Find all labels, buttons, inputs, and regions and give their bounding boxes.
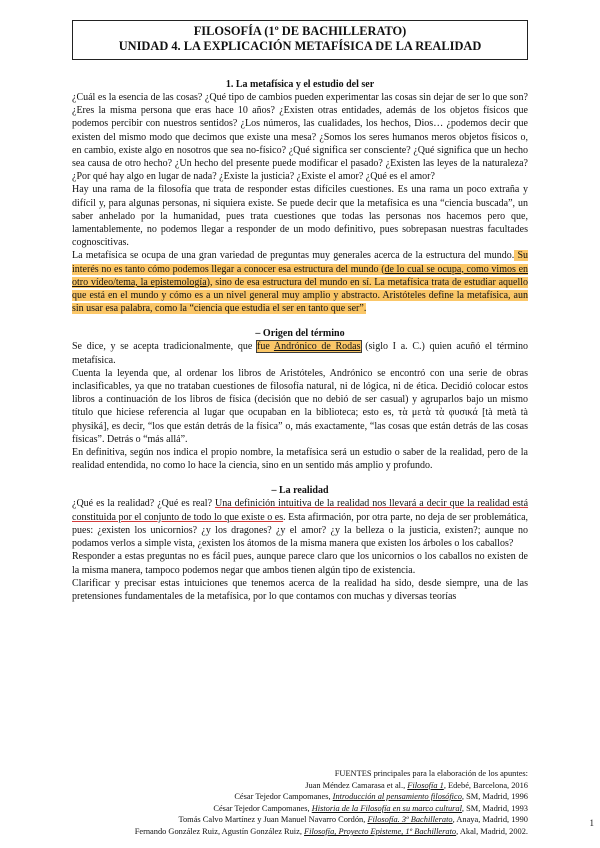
paragraph: Cuenta la leyenda que, al ordenar los libros de Aristóteles, Andrónico se encontró con una serie de obras inclasificables, ya que no trataban cuestiones de filosofía natural, ni de lógica, ni de ética. Decidió colocar estos libros a continuación de los libros de física (decisión que no debió de ser casual) y agruparlos bajo un mismo título que hiciese referencia al lugar que ocupaban en la biblioteca; esto es, τὰ μετὰ τὰ φυσικά [tà metà tà physiká], es decir, “los que están detrás de la física” o, más exactamente, “las cosas que están detrás de las cosas físicas”. Detrás o “más allá”. [72, 367, 528, 445]
section-title: – La realidad [271, 485, 329, 497]
underlined-text: de lo cual se ocupa, como vimos en otro vídeo/tema, la epistemología [72, 263, 529, 288]
unit-title: UNIDAD 4. LA EXPLICACIÓN METAFÍSICA DE LA REALIDAD [118, 39, 482, 53]
source-item: Tomás Calvo Martínez y Juan Manuel Navarro Cordón, Filosofía. 3º Bachillerato, Anaya, Madrid, 1990 [178, 815, 528, 825]
paragraph [72, 249, 528, 315]
section-title: – Origen del término [255, 328, 345, 340]
document-header [72, 20, 528, 60]
section-metaphysics [72, 79, 528, 315]
section-title: 1. La metafísica y el estudio del ser [225, 79, 375, 90]
source-item: César Tejedor Campomanes, Historia de la Filosofía en su marco cultural, SM, Madrid, 1993 [213, 803, 528, 813]
paragraph: Clarificar y precisar estas intuiciones que tenemos acerca de la realidad ha sido, desde siempre, una de las pretensiones fundamentales de la metafísica, por lo que contamos con muchas y diversas teorías [72, 577, 528, 602]
section-term-origin [72, 328, 528, 472]
paragraph: Se dice, y se acepta tradicionalmente, que fue Andrónico de Rodas (siglo I a. C.) quien acuñó el término metafísica. [72, 341, 529, 366]
paragraph: Hay una rama de la filosofía que trata de responder estas difíciles cuestiones. Es una rama un poco extraña y difícil y, para algunas personas, ni siquiera existe. Se puede decir que la metafísica es una “ciencia buscada”, un saber anhelado por la humanidad, pues trata cuestiones que todas las personas nos hacemos pero que, lamentablemente, no podemos llegar a responder de un modo definitivo, pues sobrepasan nuestras facultades cognoscitivas. [72, 184, 528, 249]
author-name: Andrónico de Rodas [273, 341, 361, 353]
paragraph: ¿Qué es la realidad? ¿Qué es real? Una definición intuitiva de la realidad nos llevará a decir que la realidad está constituida por el conjunto de todo lo que existe o es. Esta afirmación, por otra parte, no deja de ser problemática, pues: ¿existen los unicornios? ¿y los dragones? ¿y el amor? ¿y la belleza o la justicia, existen?; aunque no podamos verlos a simple vista, ¿existen los átomos de la misma manera que existen los árboles o los caballos? [72, 498, 529, 550]
paragraph-text: La metafísica se ocupa de una gran variedad de preguntas muy generales acerca de la estructura del mundo. [72, 250, 515, 262]
paragraph: Responder a estas preguntas no es fácil pues, aunque parece claro que los unicornios o los caballos no existen de la misma manera, tampoco podemos negar que ambos tienen algún tipo de existencia. [72, 551, 528, 576]
source-item: Juan Méndez Camarasa et al., Filosofía 1, Edebé, Barcelona, 2016 [305, 780, 528, 790]
sources-list [8, 768, 528, 838]
document-page [72, 20, 529, 836]
source-item: Fernando González Ruiz, Agustín González Ruiz, Filosofía, Proyecto Episteme, 1º Bachillerato, Akal, Madrid, 2002. [134, 826, 528, 836]
paragraph: En definitiva, según nos indica el propio nombre, la metafísica será un estudio o saber de la realidad, pero de la realidad entendida, no como lo hace la ciencia, sino en un sentido más amplio y profundo. [72, 447, 528, 472]
course-title: FILOSOFÍA (1º DE BACHILLERATO) [193, 24, 407, 38]
paragraph: ¿Cuál es la esencia de las cosas? ¿Qué tipo de cambios pueden experimentar las cosas sin dejar de ser lo que son? ¿Eres la misma persona que eras hace 10 años? ¿Existen otras entidades, además de los objetos físicos que podemos percibir con nuestros sentidos? ¿Los números, las cualidades, los hechos, Dios… ¿podemos decir que existen del mismo modo que decimos que existe una mesa? ¿Somos los seres humanos meros objetos físicos o, en cambio, existe algo en nosotros que sea no-físico? ¿Qué significa ser consciente? ¿Qué significa que un hecho sea causa de otro hecho? ¿Un hecho del presente puede modificar el pasado? ¿Existen las leyes de la naturaleza? ¿Por qué hay algo en lugar de nada? ¿Existe la justicia? ¿Existe el amor? ¿Qué es el amor? [72, 92, 528, 183]
underlined-text: Una definición intuitiva de la realidad nos llevará a decir que la realidad está constituida por el conjunto de todo lo que existe o es [72, 498, 529, 523]
highlighted-text: fue Andrónico de Rodas [257, 341, 361, 353]
section-reality [72, 485, 528, 603]
source-item: César Tejedor Campomanes, Introducción al pensamiento filosófico, SM, Madrid, 1996 [234, 792, 528, 802]
highlighted-text: Su interés no es tanto cómo podemos llegar a conocer esa estructura del mundo (de lo cual se ocupa, como vimos en otro vídeo/tema, la epistemología), sino de esa estructura del mundo en sí. La metafísica trata de estudiar aquello que está en el mundo y cómo es a un nivel general muy amplio y abstracto. Aristóteles define la metafísica, aun sin usar esa palabra, como la “ciencia que estudia el ser en tanto que ser”. [72, 250, 529, 315]
sources-heading: FUENTES principales para la elaboración de los apuntes: [334, 769, 528, 778]
page-number: 1 [589, 818, 594, 828]
